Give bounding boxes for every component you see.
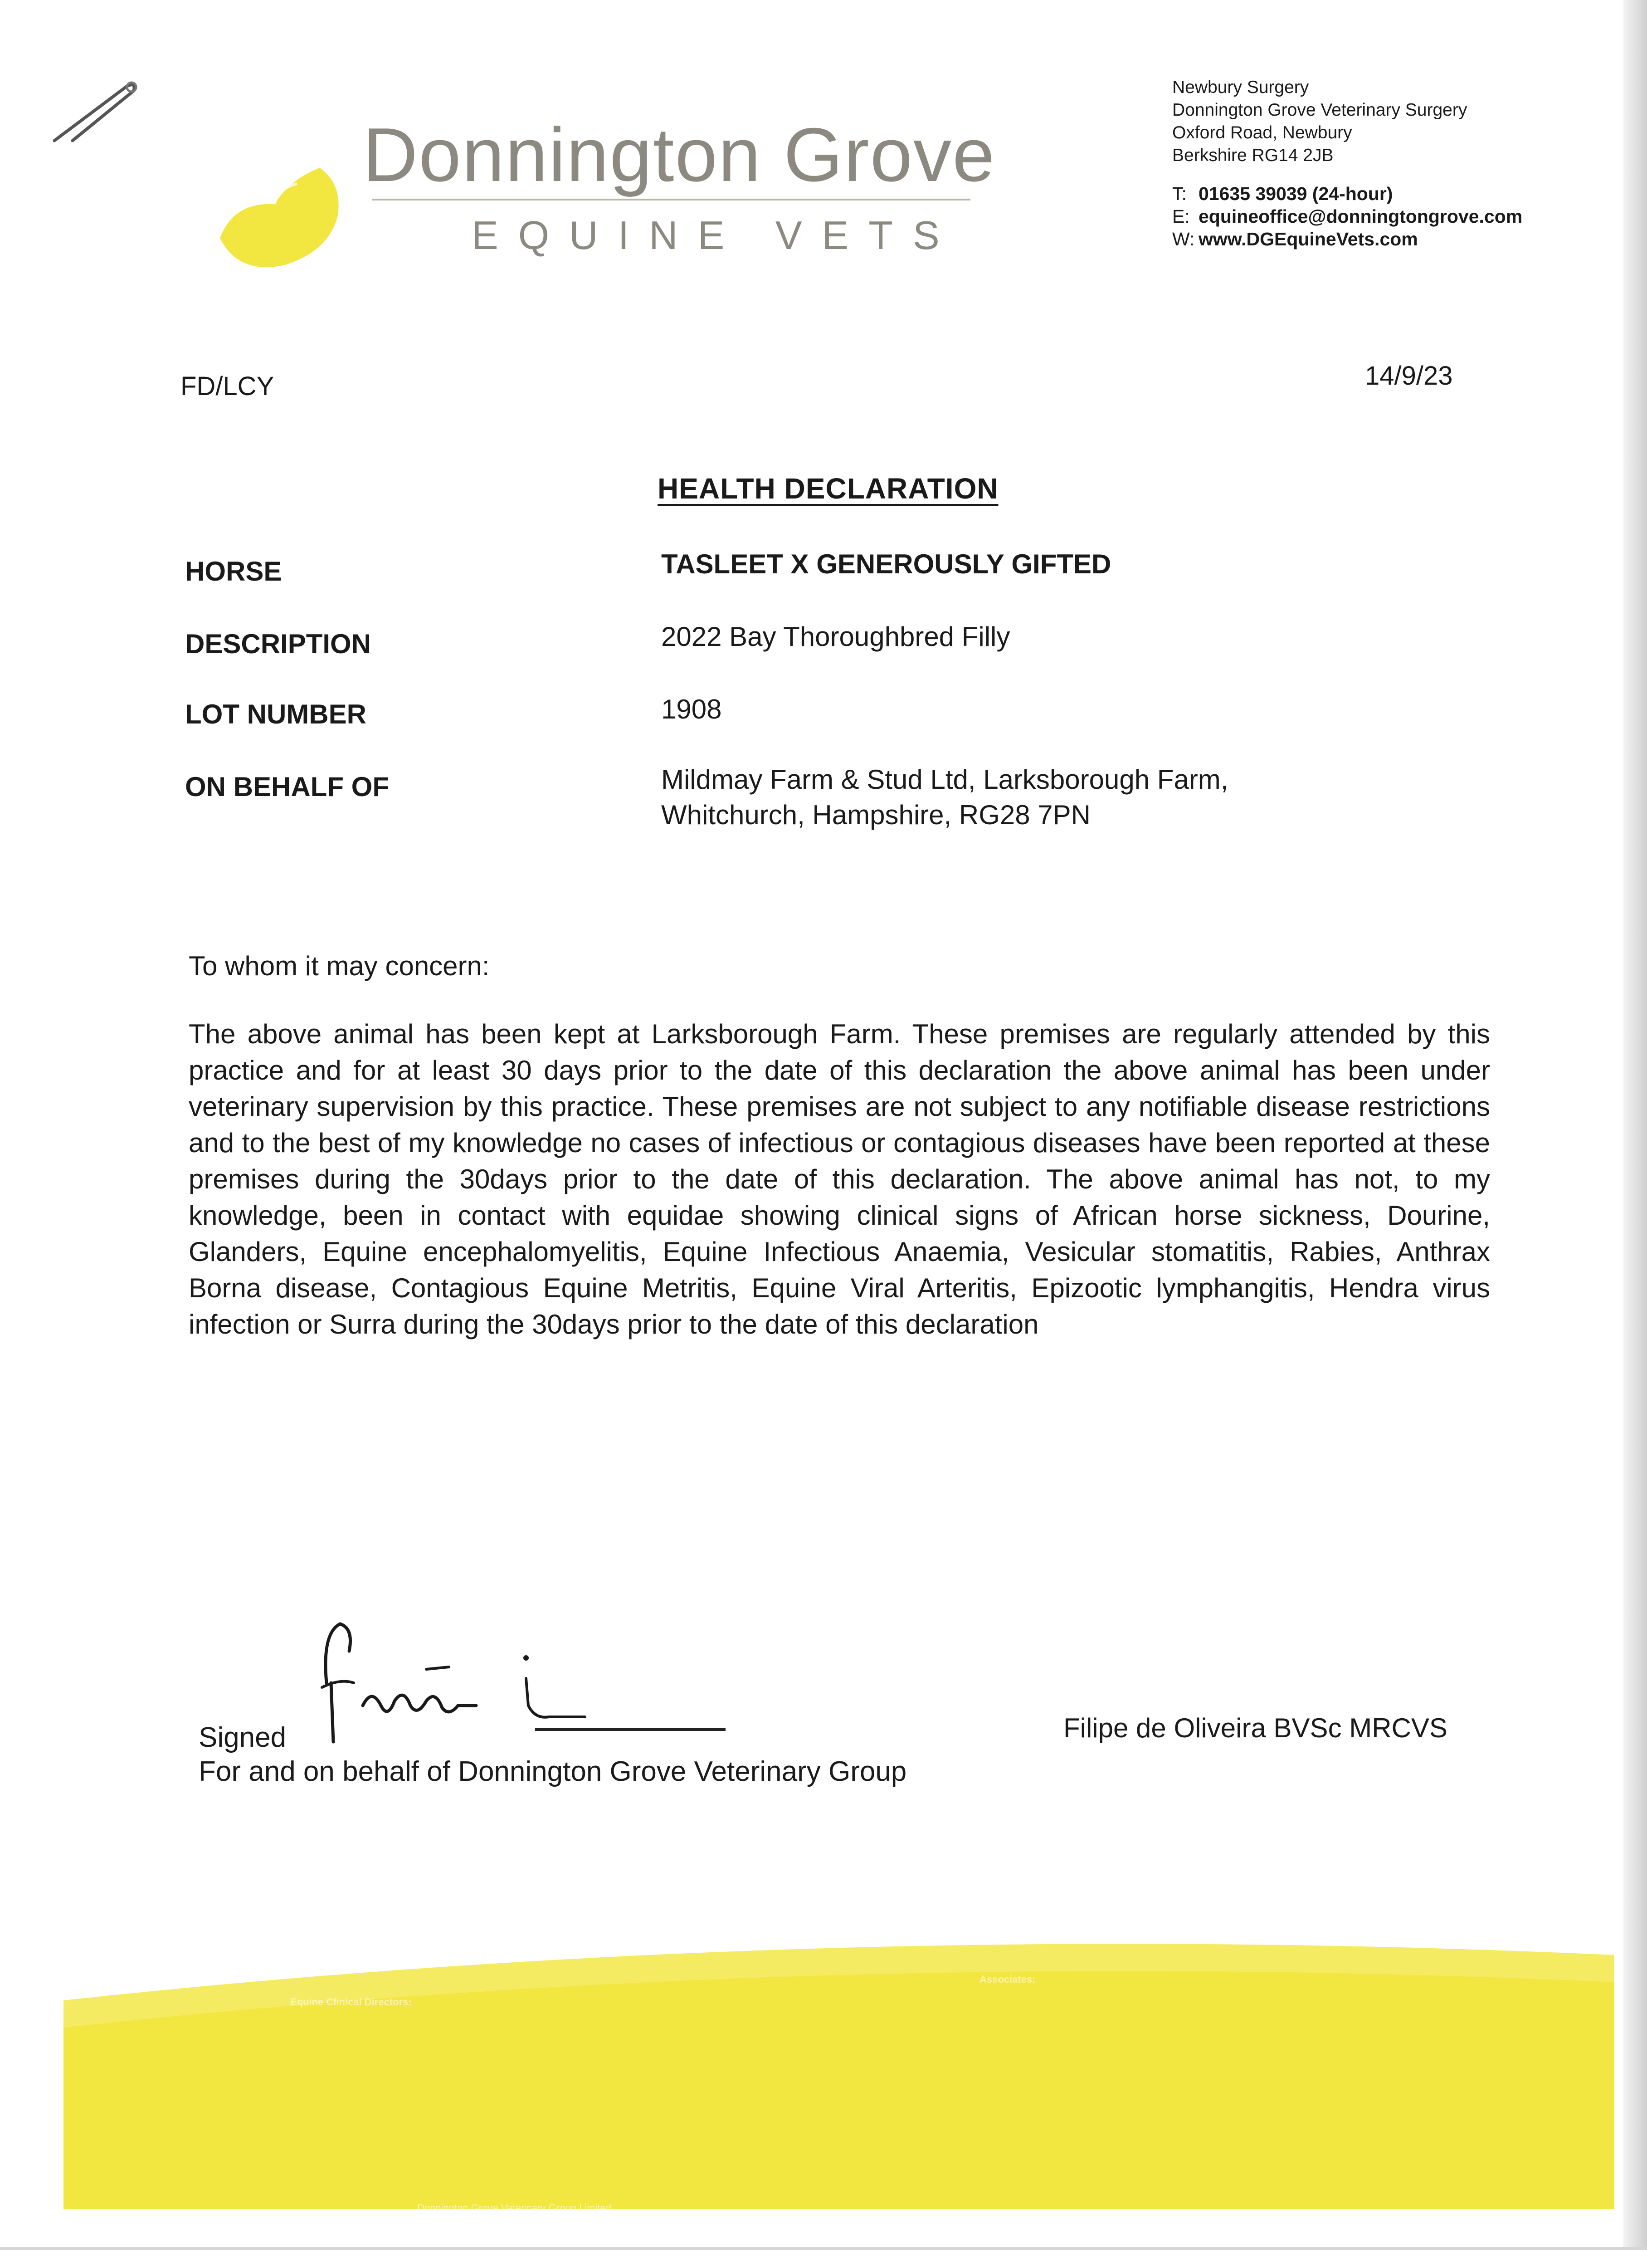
lot-number-value: 1908 <box>661 694 722 724</box>
surgery-address <box>1172 76 1467 167</box>
on-behalf-label: ON BEHALF OF <box>185 772 389 802</box>
contact-email <box>1172 205 1522 228</box>
footer-heading: Associates: <box>979 1974 1036 1985</box>
footer-directors <box>290 1994 412 2011</box>
on-behalf-line: Whitchurch, Hampshire, RG28 7PN <box>661 800 1091 830</box>
on-behalf-of-group: For and on behalf of Donnington Grove Veterinary Group <box>199 1756 907 1787</box>
horse-label: HORSE <box>185 556 282 587</box>
description-label: DESCRIPTION <box>185 629 371 659</box>
contact-label: W: <box>1172 229 1195 249</box>
horse-value: TASLEET X GENEROUSLY GIFTED <box>661 549 1111 579</box>
on-behalf-value <box>661 762 1228 833</box>
email-value: equineoffice@donningtongrove.com <box>1199 206 1523 227</box>
address-line: Berkshire RG14 2JB <box>1172 146 1334 165</box>
contact-label: E: <box>1172 206 1190 227</box>
footer-band <box>0 1928 1647 2268</box>
lot-number-label: LOT NUMBER <box>185 699 366 729</box>
footer-company: Donnington Grove Veterinary Group Limited <box>417 2202 612 2214</box>
address-line: Newbury Surgery <box>1172 78 1309 97</box>
address-line: Donnington Grove Veterinary Surgery <box>1172 100 1467 120</box>
letter-date: 14/9/23 <box>1365 361 1453 391</box>
paperclip-mark-icon <box>45 73 150 159</box>
document-title: HEALTH DECLARATION <box>658 472 999 505</box>
description-value: 2022 Bay Thoroughbred Filly <box>661 621 1010 652</box>
footer-heading: Equine Clinical Directors: <box>290 1996 412 2008</box>
signer-name: Filipe de Oliveira BVSc MRCVS <box>1063 1713 1447 1743</box>
on-behalf-line: Mildmay Farm & Stud Ltd, Larksborough Farm, <box>661 764 1228 795</box>
declaration-body: The above animal has been kept at Larksborough Farm. These premises are regularly attended by this practice and for at least 30 days prior to the date of this declaration the above animal has been under veterinary supervision by this practice. These premises are not subject to any notifiable disease restrictions and to the best of my knowledge no cases of infectious or contagious diseases have been reported at these premises during the 30days prior to the date of this declaration. The above animal has not, to my knowledge, been in contact with equidae showing clinical signs of African horse sickness, Dourine, Glanders, Equine encephalomyelitis, Equine Infectious Anaemia, Vesicular stomatitis, Rabies, Anthrax Borna disease, Contagious Equine Metritis, Equine Viral Arteritis, Epizootic lymphangitis, Hendra virus infection or Surra during the 30days prior to the date of this declaration <box>189 1019 1490 1339</box>
phone-value: 01635 39039 (24-hour) <box>1199 183 1393 204</box>
signature-line <box>535 1728 726 1731</box>
logo-mark-icon <box>206 161 351 279</box>
handwritten-signature <box>313 1615 735 1746</box>
salutation: To whom it may concern: <box>189 951 490 981</box>
contact-phone <box>1172 182 1522 205</box>
website-value: www.DGEquineVets.com <box>1199 229 1418 249</box>
scan-edge-bottom <box>0 2247 1647 2268</box>
contact-label: T: <box>1172 183 1187 204</box>
logo-subtitle: EQUINE VETS <box>472 213 960 258</box>
logo-divider <box>372 199 970 200</box>
footer-associates <box>979 1971 1036 1988</box>
contact-website <box>1172 228 1522 250</box>
address-line: Oxford Road, Newbury <box>1172 123 1352 142</box>
logo-name: Donnington Grove <box>363 112 996 197</box>
contact-block <box>1172 182 1522 250</box>
signed-label: Signed <box>199 1722 287 1753</box>
reference-code: FD/LCY <box>180 371 274 401</box>
